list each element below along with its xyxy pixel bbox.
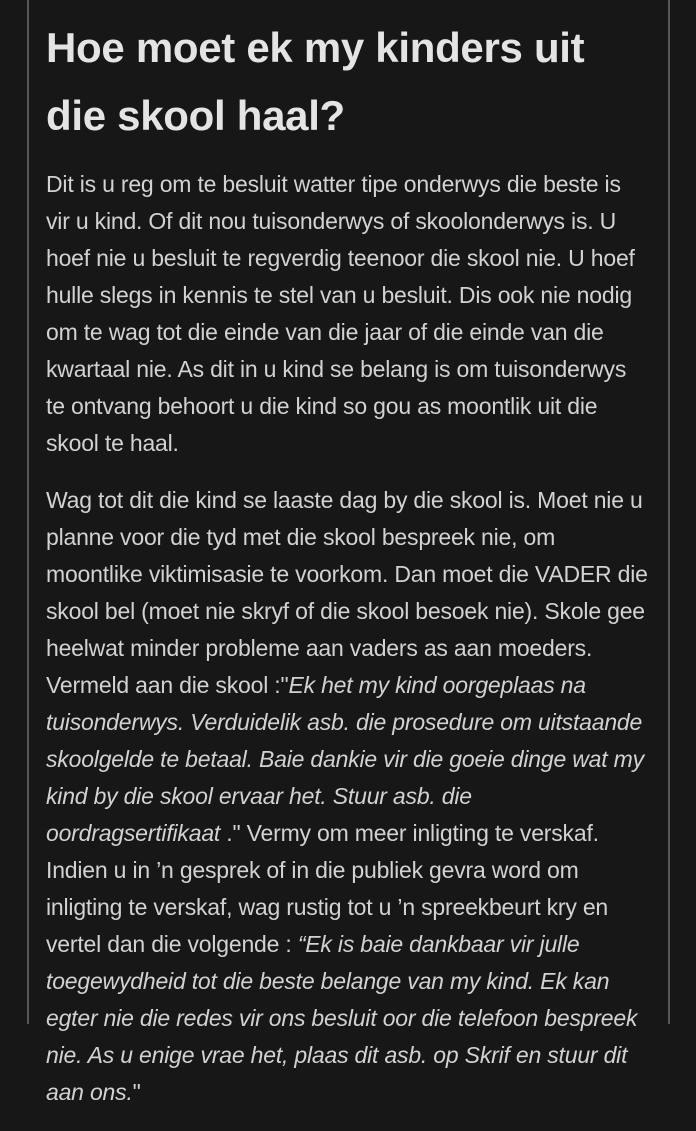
quoted-italic-text: “Ek is baie dankbaar vir julle toegewydheid tot die beste belange van my kind. Ek kan egter nie die redes vir ons besluit oor die telefoon bespreek nie. As u enige vrae het, plaas dit asb. op Skrif en stuur dit aan ons. [46, 931, 638, 1105]
paragraph-instructions [46, 482, 650, 1111]
body-text-run: ." Vermy om meer inligting te verskaf. Indien u in ’n gesprek of in die publiek gevra word om inligting te verskaf, wag rustig tot u ’n spreekbeurt kry en vertel dan die volgende : [46, 820, 609, 957]
page-title: Hoe moet ek my kinders uit die skool haal? [46, 24, 585, 139]
paragraph-intro: Dit is u reg om te besluit watter tipe onderwys die beste is vir u kind. Of dit nou tuisonderwys of skoolonderwys is. U hoef nie u besluit te regverdig teenoor die skool nie. U hoef hulle slegs in kennis te stel van u besluit. Dis ook nie nodig om te wag tot die einde van die jaar of die einde van die kwartaal nie. As dit in u kind se belang is om tuisonderwys te ontvang behoort u die kind so gou as moontlik uit die skool te haal. [46, 171, 635, 456]
quoted-italic-text: Ek het my kind oorgeplaas na tuisonderwys. Verduidelik asb. die prosedure om uitstaande skoolgelde te betaal. Baie dankie vir die goeie dinge wat my kind by die skool ervaar het. Stuur asb. die oordragsertifikaat [46, 672, 644, 846]
body-text-run: " [132, 1079, 141, 1105]
body-text-run: Wag tot dit die kind se laaste dag by die skool is. Moet nie u planne voor die tyd met die skool bespreek nie, om moontlike viktimisasie te voorkom. Dan moet die VADER die skool bel (moet nie skryf of die skool besoek nie). Skole gee heelwat minder probleme aan vaders as aan moeders. Vermeld aan die skool :" [46, 487, 648, 698]
article-content [29, 0, 669, 1131]
